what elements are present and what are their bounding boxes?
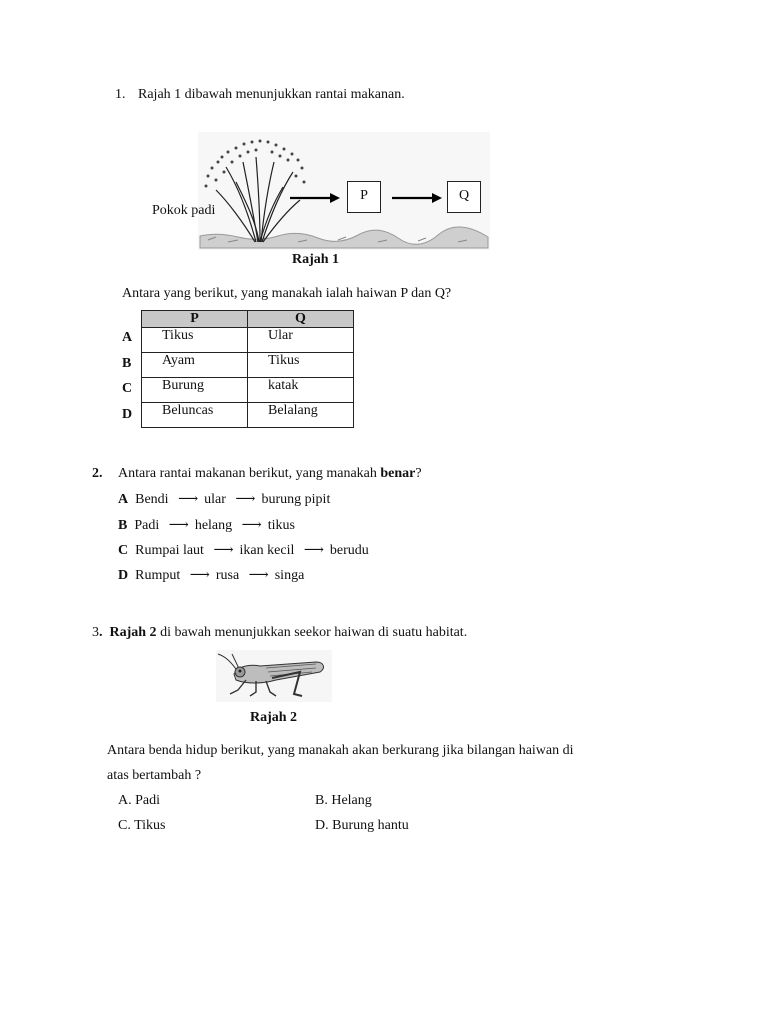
grasshopper-image [216,650,332,702]
chain-item: rusa [215,568,240,583]
chain-item: ikan kecil [239,543,295,558]
q3-number: 3 [92,625,99,640]
q3-prompt-rest: di bawah menunjukkan seekor haiwan di suatu habitat. [156,625,468,640]
cell-q: Tikus [248,353,354,378]
q2-option-c [118,542,369,559]
table-row [142,378,354,403]
q2-prompt-bold: benar [380,466,416,481]
q3-caption: Rajah 2 [250,710,298,725]
q1-plant-label: Pokok padi [152,203,216,218]
q2-prompt-start: Antara rantai makanan berikut, yang manakah [118,466,381,481]
q3-question-line1: Antara benda hidup berikut, yang manakah akan berkurang jika bilangan haiwan di [107,743,574,758]
cell-p: Burung [142,378,248,403]
arrow-right-icon [392,190,444,206]
arrow-right-icon: ⟶ [303,543,324,558]
chain-item: burung pipit [261,492,331,507]
arrow-right-icon: ⟶ [241,518,262,533]
q1-answer-table [141,310,354,428]
q2-prompt [118,466,422,482]
arrow-right-icon [290,190,342,206]
q2-option-b [118,517,295,534]
q3-number-dot: . [99,625,103,640]
cell-q: katak [248,378,354,403]
cell-q: Ular [248,328,354,353]
cell-p: Beluncas [142,403,248,428]
option-letter: D [122,407,133,422]
q3-question-line2: atas bertambah ? [107,768,202,783]
chain-item: Rumpai laut [135,543,204,558]
q2-option-a [118,491,330,508]
box-q-label: Q [458,188,470,203]
q2-number: 2. [92,466,103,481]
chain-item: Bendi [135,492,169,507]
header-q: Q [248,311,354,328]
arrow-right-icon: ⟶ [178,492,199,507]
q1-caption: Rajah 1 [292,252,340,267]
q3-option-a: A. Padi [118,793,160,808]
chain-item: Padi [134,518,160,533]
table-row [142,353,354,378]
q2-option-d [118,567,304,584]
option-letter: C [122,381,133,396]
q2-prompt-end: ? [415,466,422,481]
option-letter: B [118,518,128,533]
cell-p: Ayam [142,353,248,378]
arrow-right-icon: ⟶ [235,492,256,507]
q1-box-q [447,181,481,213]
option-letter: D [118,568,129,583]
q1-number: 1. [115,87,126,102]
chain-item: ular [204,492,226,507]
q1-prompt: Rajah 1 dibawah menunjukkan rantai makanan. [138,87,405,102]
option-letter: C [118,543,129,558]
chain-item: tikus [267,518,295,533]
cell-p: Tikus [142,328,248,353]
q3-option-b: B. Helang [315,793,372,808]
q3-prompt-bold: Rajah 2 [109,625,157,640]
option-letter: A [122,330,133,345]
chain-item: Rumput [135,568,181,583]
chain-item: berudu [329,543,369,558]
table-header-row [142,311,354,328]
option-letter: B [122,356,132,371]
q1-box-p [347,181,381,213]
q3-prompt [92,625,467,641]
cell-q: Belalang [248,403,354,428]
arrow-right-icon: ⟶ [248,568,269,583]
arrow-right-icon: ⟶ [168,518,189,533]
arrow-right-icon: ⟶ [213,543,234,558]
table-row [142,403,354,428]
box-p-label: P [360,188,368,203]
table-row [142,328,354,353]
q3-option-d: D. Burung hantu [315,818,409,833]
q3-option-c: C. Tikus [118,818,166,833]
arrow-right-icon: ⟶ [189,568,210,583]
header-p: P [142,311,248,328]
q1-question: Antara yang berikut, yang manakah ialah haiwan P dan Q? [122,286,452,301]
option-letter: A [118,492,129,507]
chain-item: singa [274,568,305,583]
chain-item: helang [194,518,233,533]
